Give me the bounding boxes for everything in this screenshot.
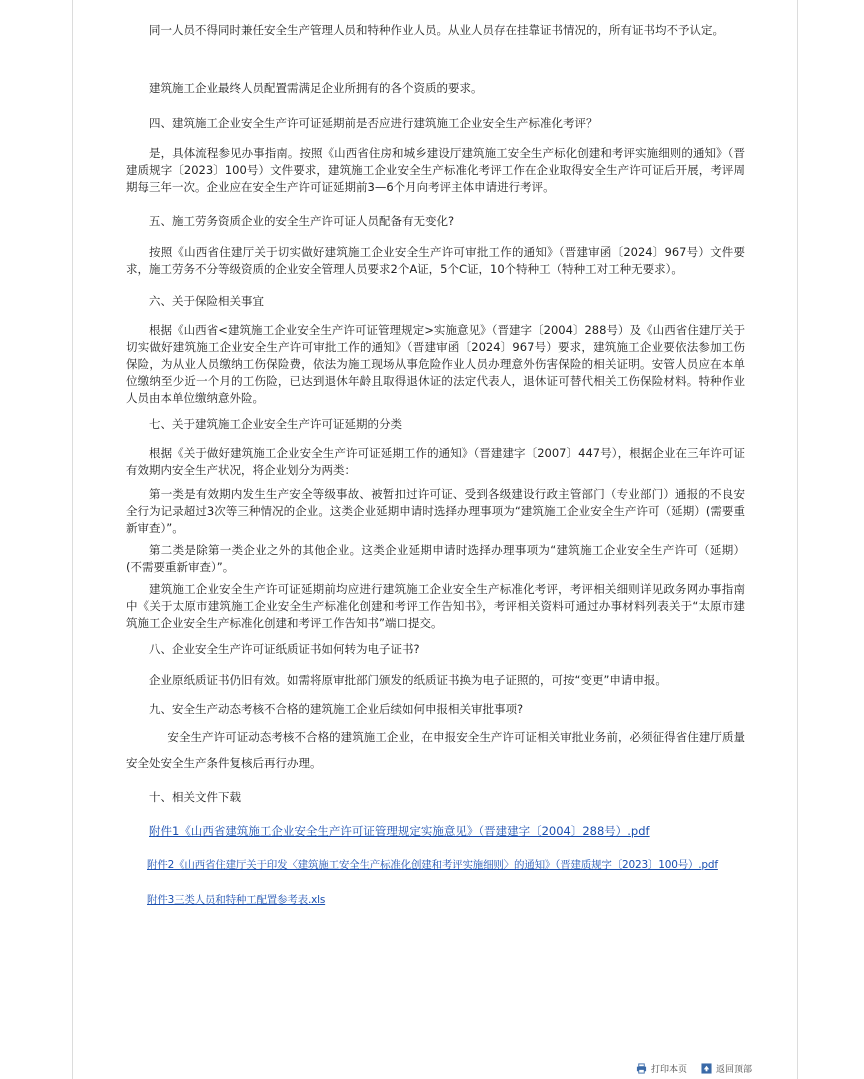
heading-section-9: 九、安全生产动态考核不合格的建筑施工企业后续如何申报相关审批事项? xyxy=(149,702,524,716)
heading-section-5: 五、施工劳务资质企业的安全生产许可证人员配备有无变化? xyxy=(149,214,455,228)
back-to-top-button[interactable] xyxy=(701,1062,752,1075)
heading-section-10: 十、相关文件下载 xyxy=(149,790,241,804)
paragraph-section-8: 企业原纸质证书仍旧有效。如需将原审批部门颁发的纸质证书换为电子证照的，可按“变更”申请申报。 xyxy=(149,673,667,687)
paragraph-section-7-type1: 第一类是有效期内发生生产安全等级事故、被暂扣过许可证、受到各级建设行政主管部门（专业部门）通报的不良安全行为记录超过3次等三种情况的企业。这类企业延期申请时选择办理事项为“建筑施工企业安全生产许可（延期）(需要重新审查）”。 xyxy=(126,487,745,535)
paragraph-section-5: 按照《山西省住建厅关于切实做好建筑施工企业安全生产许可审批工作的通知》（晋建审函〔2024〕967号）文件要求，施工劳务不分等级资质的企业安全管理人员要求2个A证，5个C证，10个特种工（特种工对工种无要求）。 xyxy=(126,245,745,276)
paragraph-section-7-standardization: 建筑施工企业安全生产许可证延期前均应进行建筑施工企业安全生产标准化考评，考评相关细则详见政务网办事指南中《关于太原市建筑施工企业安全生产标准化创建和考评工作告知书》，考评相关资料可通过办事材料列表关于“太原市建筑施工企业安全生产标准化创建和考评工作告知书”端口提交。 xyxy=(126,582,745,630)
paragraph-section-9: 安全生产许可证动态考核不合格的建筑施工企业，在申报安全生产许可证相关审批业务前，必须征得省住建厅质量安全处安全生产条件复核后再行办理。 xyxy=(126,730,745,770)
heading-section-6: 六、关于保险相关事宜 xyxy=(149,294,264,308)
paragraph-section-6: 根据《山西省<建筑施工企业安全生产许可证管理规定>实施意见》（晋建字〔2004〕288号）及《山西省住建厅关于切实做好建筑施工企业安全生产许可审批工作的通知》（晋建审函〔2024〕967号）要求，建筑施工企业要依法参加工伤保险，为从业人员缴纳工伤保险费，依法为施工现场从事危险作业人员办理意外伤害保险的相关证明。安管人员应在本单位缴纳至少近一个月的工伤险，已达到退休年龄且取得退休证的法定代表人，退休证可替代相关工伤保险材料。特种作业人员由本单位缴纳意外险。 xyxy=(126,323,745,405)
attachment-link-1[interactable]: 附件1《山西省建筑施工企业安全生产许可证管理规定实施意见》（晋建建字〔2004〕288号）.pdf xyxy=(149,824,650,838)
attachment-link-2[interactable]: 附件2《山西省住建厅关于印发〈建筑施工安全生产标准化创建和考评实施细则〉的通知》（晋建质规字〔2023〕100号）.pdf xyxy=(147,859,718,871)
attachment-link-3[interactable]: 附件3三类人员和特种工配置参考表.xls xyxy=(147,894,326,906)
print-button[interactable] xyxy=(636,1062,687,1075)
back-to-top-label: 返回顶部 xyxy=(716,1065,753,1075)
paragraph-certificate-rule: 同一人员不得同时兼任安全生产管理人员和特种作业人员。从业人员存在挂靠证书情况的，所有证书均不予认定。 xyxy=(149,23,724,37)
print-label: 打印本页 xyxy=(651,1065,688,1075)
paragraph-section-7-intro: 根据《关于做好建筑施工企业安全生产许可证延期工作的通知》（晋建建字〔2007〕447号），根据企业在三年许可证有效期内安全生产状况，将企业划分为两类： xyxy=(126,446,745,477)
print-icon xyxy=(636,1063,647,1074)
paragraph-section-7-type2: 第二类是除第一类企业之外的其他企业。这类企业延期申请时选择办理事项为“建筑施工企业安全生产许可（延期）(不需要重新审查）”。 xyxy=(126,543,745,574)
heading-section-7: 七、关于建筑施工企业安全生产许可证延期的分类 xyxy=(149,417,402,431)
heading-section-4: 四、建筑施工企业安全生产许可证延期前是否应进行建筑施工企业安全生产标准化考评？ xyxy=(149,116,598,130)
footer-toolbar xyxy=(636,1062,752,1075)
paragraph-section-4: 是，具体流程参见办事指南。按照《山西省住房和城乡建设厅建筑施工安全生产标化创建和考评实施细则的通知》（晋建质规字〔2023〕100号）文件要求，建筑施工企业安全生产标准化考评工作在企业取得安全生产许可证后开展，考评周期每三年一次。企业应在安全生产许可证延期前3—6个月向考评主体申请进行考评。 xyxy=(126,146,745,194)
paragraph-qualification: 建筑施工企业最终人员配置需满足企业所拥有的各个资质的要求。 xyxy=(149,81,483,95)
back-to-top-icon xyxy=(701,1063,712,1074)
heading-section-8: 八、企业安全生产许可证纸质证书如何转为电子证书? xyxy=(149,642,420,656)
